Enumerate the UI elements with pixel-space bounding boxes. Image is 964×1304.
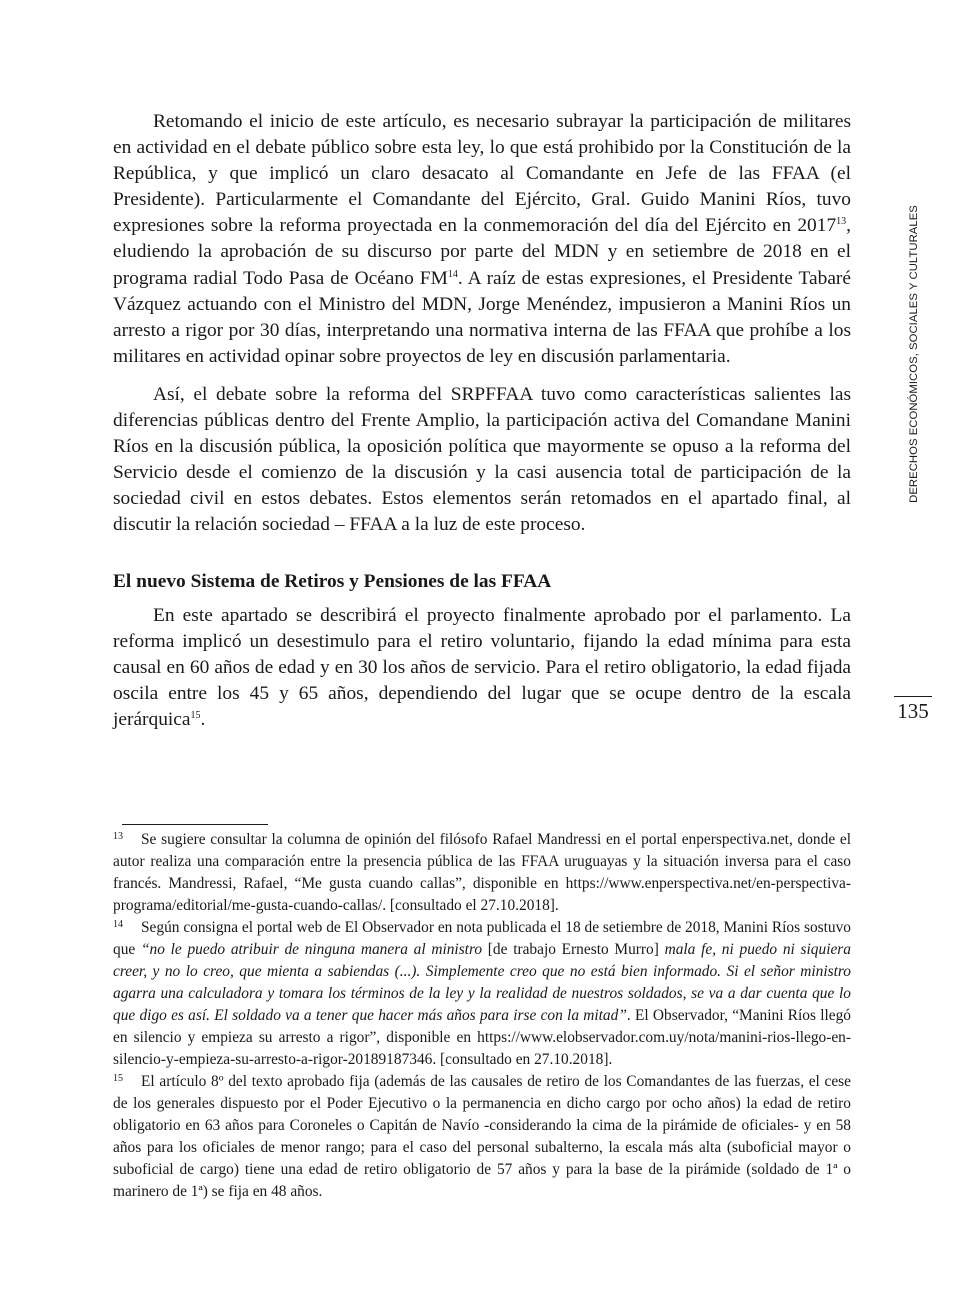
footnote-text: Se sugiere consultar la columna de opinión del filósofo Rafael Mandressi en el portal enperspectiva.net, donde el autor realiza una comparación entre la presencia pública de las FFAA uruguayas y la situación inversa para el caso francés. Mandressi, Rafael, “Me gusta cuando callas”, disponible en https://www.enperspectiva.net/en-perspectiva-programa/editorial/me-gusta-cuando-callas/. [consultado el 27.10.2018].: [113, 831, 851, 914]
footnote-text: [de trabajo Ernesto Murro]: [482, 941, 665, 958]
section-label-text: DERECHOS ECONÓMICOS, SOCIALES Y CULTURALES: [908, 205, 920, 503]
paragraph-text: .: [200, 708, 206, 730]
footnote-ref[interactable]: 14: [447, 268, 458, 280]
paragraph-text: , eludiendo la aprobación de su discurso por parte del MDN y en setiembre de 2018 en el programa radial Todo Pasa de Océano FM: [113, 215, 851, 289]
main-text: [113, 109, 851, 745]
page-number: 135: [894, 696, 932, 724]
paragraph: [113, 109, 851, 370]
footnote-15: 15 El artículo 8º del texto aprobado fija (además de las causales de retiro de los Comandantes de las fuerzas, el cese de los generales dispuesto por el Poder Ejecutivo o la permanencia en dicho cargo por ocho años) la edad de retiro obligatorio en 63 años para Coroneles o Capitán de Navío -considerando la cima de la pirámide de oficiales- y en 58 años para los oficiales de menor rango; para el caso del personal subalterno, la escala más alta (suboficial mayor o suboficial de cargo) tiene una edad de retiro obligatorio de 57 años y para la base de la pirámide (soldado de 1ª o marinero de 1ª) se fija en 48 años.: [113, 1073, 851, 1200]
paragraph: Así, el debate sobre la reforma del SRPFFAA tuvo como características salientes las diferencias públicas dentro del Frente Amplio, la participación activa del Comandane Manini Ríos en la discusión pública, la oposición política que mayormente se opuso a la reforma del Servicio desde el comienzo de la discusión y la casi ausencia total de participación de la sociedad civil en estos debates. Estos elementos serán retomados en el apartado final, al discutir la relación sociedad – FFAA a la luz de este proceso.: [113, 383, 851, 536]
footnote-text: Según consigna el portal web de El Observador en nota publicada el 18 de setiembre de 2018, Manini Ríos sostuvo que: [113, 919, 851, 958]
paragraph-text: En este apartado se describirá el proyecto finalmente aprobado por el parlamento. La reforma implicó un desestimulo para el retiro voluntario, fijando la edad mínima para esta causal en 60 años de edad y en 30 los años de servicio. Para el retiro obligatorio, la edad fijada oscila entre los 45 y 65 años, dependiendo del lugar que se ocupe dentro de la escala jerárquica: [113, 604, 851, 730]
paragraph: [113, 603, 851, 733]
footnote-text: El artículo 8º del texto aprobado fija (además de las causales de retiro de los Comandantes de las fuerzas, el cese de los generales dispuesto por el Poder Ejecutivo o la permanencia en dicho cargo por ocho años) la edad de retiro obligatorio en 63 años para Coroneles o Capitán de Navío -considerando la cima de la pirámide de oficiales- y en 58 años para los oficiales de menor rango; para el caso del personal subalterno, la escala más alta (suboficial mayor o suboficial de cargo) tiene una edad de retiro obligatorio de 57 años y para la base de la pirámide (soldado de 1ª o marinero de 1ª) se fija en 48 años.: [113, 1073, 851, 1200]
footnotes: [113, 829, 851, 1203]
footnote-divider: [122, 824, 268, 825]
running-section-label: [903, 196, 925, 512]
footnote-ref[interactable]: 13: [836, 216, 847, 228]
paragraph-text: . A raíz de estas expresiones, el Presidente Tabaré Vázquez actuando con el Ministro del MDN, Jorge Menéndez, impusieron a Manini Ríos un arresto a rigor por 30 días, interpretando una normativa interna de las FFAA que prohíbe a los militares en actividad opinar sobre proyectos de ley en discusión parlamentaria.: [113, 267, 851, 367]
footnote-13: 13 Se sugiere consultar la columna de opinión del filósofo Rafael Mandressi en el portal enperspectiva.net, donde el autor realiza una comparación entre la presencia pública de las FFAA uruguayas y la situación inversa para el caso francés. Mandressi, Rafael, “Me gusta cuando callas”, disponible en https://www.enperspectiva.net/en-perspectiva-programa/editorial/me-gusta-cuando-callas/. [consultado el 27.10.2018].: [113, 831, 851, 914]
footnote-14: 14 Según consigna el portal web de El Observador en nota publicada el 18 de setiembre de 2018, Manini Ríos sostuvo que “no le puedo atribuir de ninguna manera al ministro [de trabajo Ernesto Murro] mala fe, ni puedo ni siquiera creer, y no lo creo, que mienta a sabiendas (...). Simplemente creo que no está bien informado. Si el señor ministro agarra una calculadora y tomara los términos de la ley y la realidad de nuestros soldados, se va a dar cuenta que lo que digo es así. El soldado va a tener que hacer más años para irse con la mitad”. El Observador, “Manini Ríos llegó en silencio y empieza su arresto a rigor”, disponible en https://www.elobservador.com.uy/nota/manini-rios-llego-en-silencio-y-empieza-su-arresto-a-rigor-20189187346. [consultado en 27.10.2018].: [113, 919, 851, 1068]
footnote-text: . El Observador, “Manini Ríos llegó en silencio y empieza su arresto a rigor”, disponible en https://www.elobservador.com.uy/nota/manini-rios-llego-en-silencio-y-empieza-su-arresto-a-rigor-20189187346. [consultado en 27.10.2018].: [113, 1007, 851, 1068]
footnote-quote: mala fe, ni puedo ni siquiera creer, y no lo creo, que mienta a sabiendas (...). Simplemente creo que no está bien informado. Si el señor ministro agarra una calculadora y tomara los términos de la ley y la realidad de nuestros soldados, se va a dar cuenta que lo que digo es así. El soldado va a tener que hacer más años para irse con la mitad”: [113, 941, 851, 1024]
footnote-ref[interactable]: 15: [190, 709, 201, 721]
paragraph-text: Retomando el inicio de este artículo, es necesario subrayar la participación de militares en actividad en el debate público sobre esta ley, lo que está prohibido por la Constitución de la República, y que implicó un claro desacato al Comandante en Jefe de las FFAA (el Presidente). Particularmente el Comandante del Ejército, Gral. Guido Manini Ríos, tuvo expresiones sobre la reforma proyectada en la conmemoración del día del Ejército en 2017: [113, 111, 851, 237]
section-heading: El nuevo Sistema de Retiros y Pensiones de las FFAA: [113, 570, 552, 592]
footnote-quote: “no le puedo atribuir de ninguna manera al ministro: [140, 941, 483, 958]
